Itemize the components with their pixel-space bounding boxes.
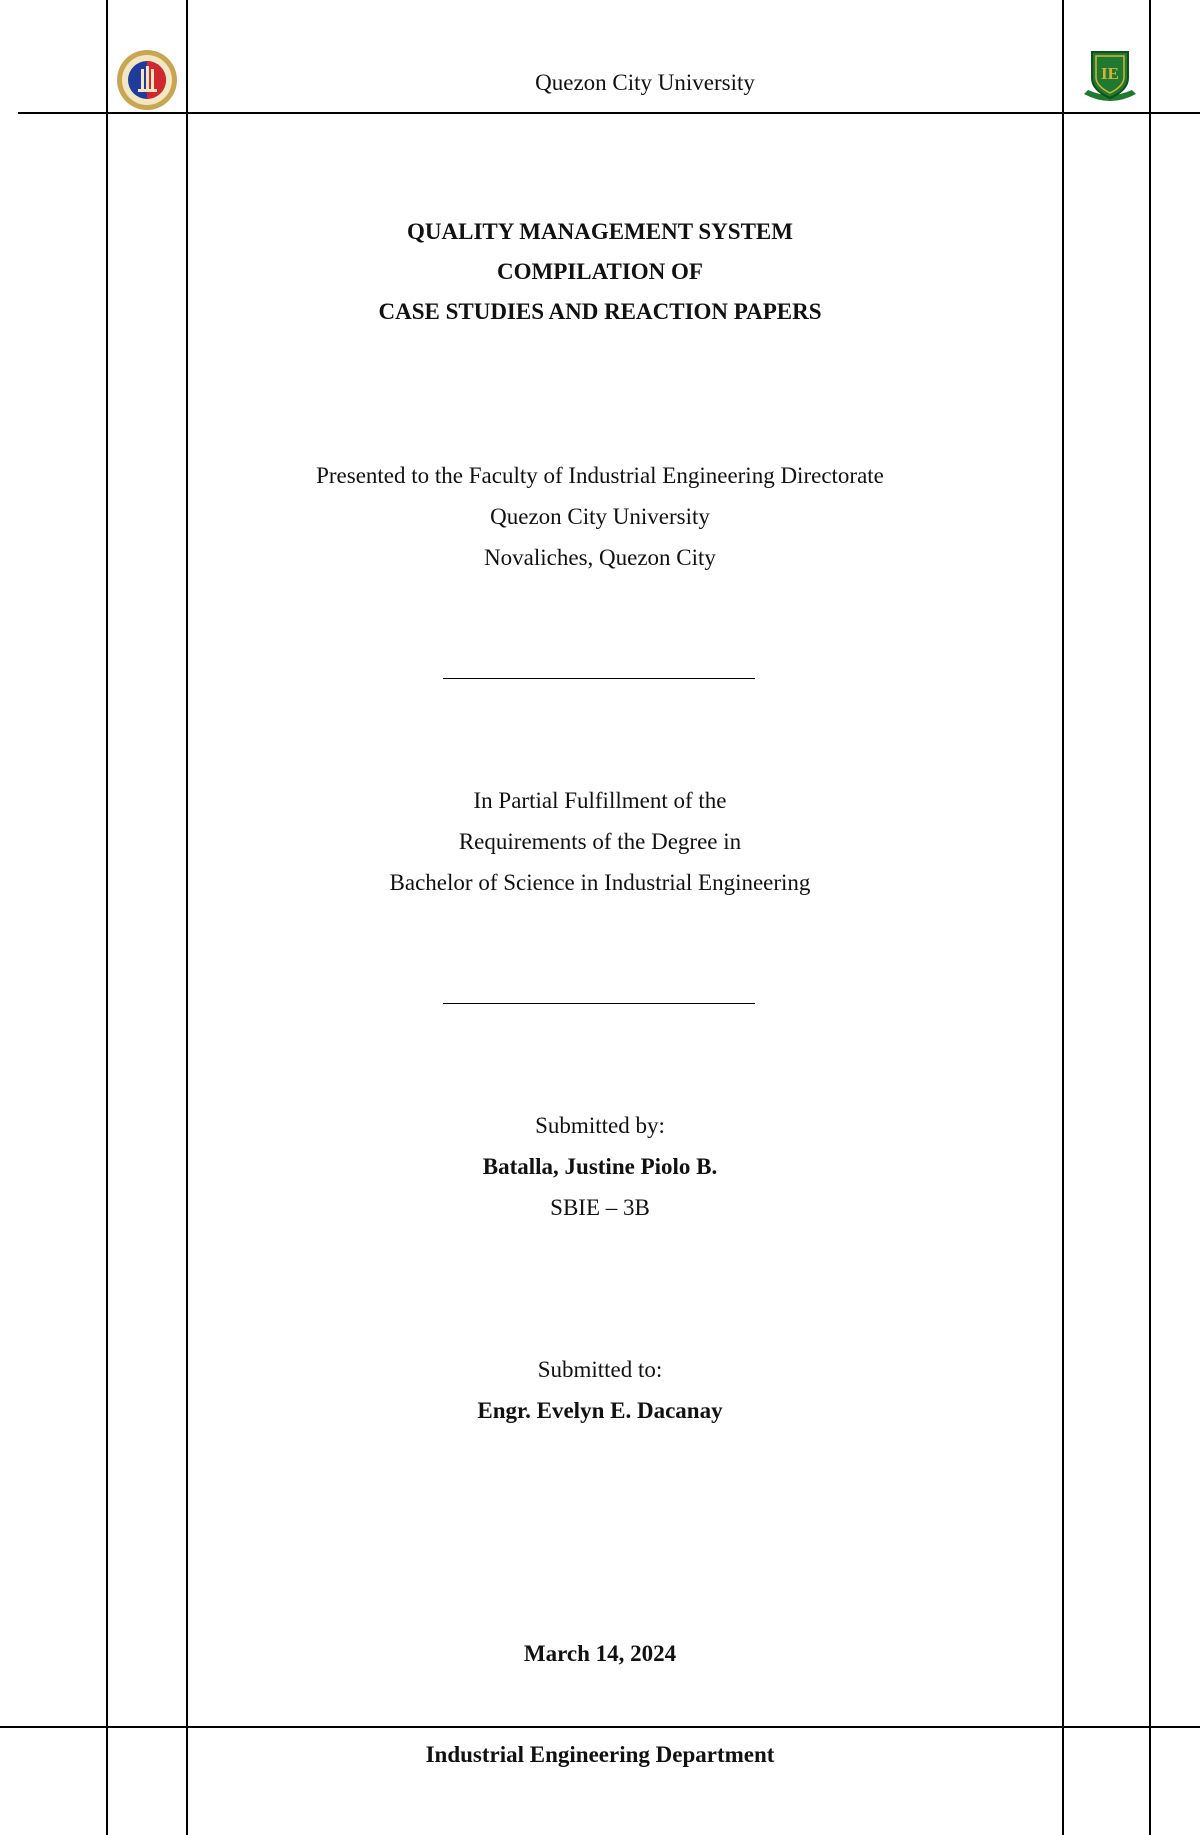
right-outer-border xyxy=(1149,0,1151,1835)
submitted-to-label: Submitted to: xyxy=(537,1357,663,1382)
submitter-section: SBIE – 3B xyxy=(550,1195,650,1220)
submitted-by-section xyxy=(190,1105,1010,1228)
right-inner-border xyxy=(1062,0,1064,1835)
header-rule xyxy=(18,112,1200,114)
fulfillment-section xyxy=(190,780,1010,903)
presented-to-section xyxy=(190,455,1010,578)
submitter-name: Batalla, Justine Piolo B. xyxy=(482,1154,718,1179)
presented-line-3: Novaliches, Quezon City xyxy=(484,545,716,570)
submitted-to-section xyxy=(190,1349,1010,1431)
presented-line-1: Presented to the Faculty of Industrial Engineering Directorate xyxy=(316,463,884,488)
submitted-by-label: Submitted by: xyxy=(535,1113,665,1138)
ie-logo-text: IE xyxy=(1101,64,1119,83)
fulfillment-line-1: In Partial Fulfillment of the xyxy=(473,788,727,813)
submission-date: March 14, 2024 xyxy=(523,1641,677,1666)
separator-line-1 xyxy=(443,678,755,679)
footer-department: Industrial Engineering Department xyxy=(425,1742,775,1767)
left-outer-border xyxy=(106,0,108,1835)
title-line-2: COMPILATION OF xyxy=(497,259,703,284)
document-title xyxy=(190,212,1010,332)
recipient-name: Engr. Evelyn E. Dacanay xyxy=(477,1398,723,1423)
header-university-name: Quezon City University xyxy=(535,70,755,95)
university-seal-logo xyxy=(116,49,178,111)
separator-line-2 xyxy=(443,1003,755,1004)
title-line-1: QUALITY MANAGEMENT SYSTEM xyxy=(407,219,793,244)
presented-line-2: Quezon City University xyxy=(490,504,710,529)
date-section xyxy=(190,1633,1010,1674)
title-line-3: CASE STUDIES AND REACTION PAPERS xyxy=(378,299,822,324)
industrial-engineering-logo xyxy=(1078,48,1142,110)
left-inner-border xyxy=(186,0,188,1835)
fulfillment-line-2: Requirements of the Degree in xyxy=(458,829,742,854)
fulfillment-line-3: Bachelor of Science in Industrial Engineering xyxy=(389,870,811,895)
footer-rule xyxy=(0,1726,1200,1728)
